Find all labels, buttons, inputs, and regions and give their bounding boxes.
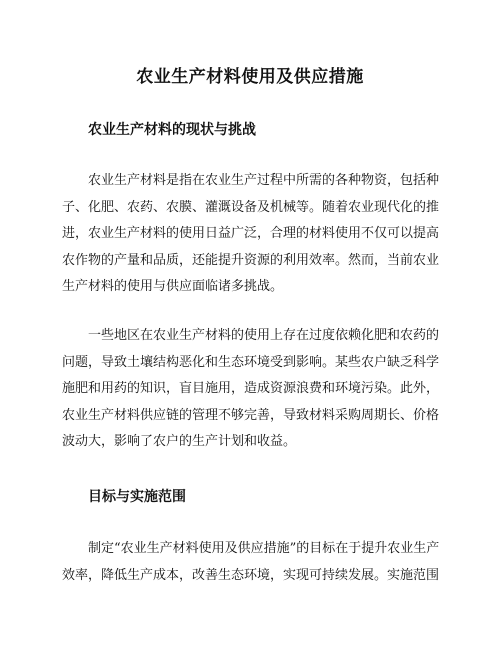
paragraph-line: 农业生产材料供应链的管理不够完善，导致材料采购周期长、价格 [62,407,440,423]
paragraph-line: 子、化肥、农药、农膜、灌溉设备及机械等。随着农业现代化的推 [62,199,440,215]
paragraph-line: 制定“农业生产材料使用及供应措施”的目标在于提升农业生产 [88,541,440,556]
paragraph-line: 施肥和用药的知识，盲目施用，造成资源浪费和环境污染。此外， [62,381,440,396]
paragraph-materials-overview [62,168,439,301]
paragraph-line: 一些地区在农业生产材料的使用上存在过度依赖化肥和农药的 [88,328,440,343]
paragraph-line: 效率，降低生产成本，改善生态环境，实现可持续发展。实施范围 [62,567,440,583]
paragraph-line: 进，农业生产材料的使用日益广泛，合理的材料使用不仅可以提高 [62,226,440,241]
section-heading-status-challenges: 农业生产材料的现状与挑战 [88,122,256,138]
paragraph-line: 问题，导致土壤结构恶化和生态环境受到影响。某些农户缺乏科学 [62,354,440,370]
paragraph-line: 农作物的产量和品质，还能提升资源的利用效率。然而，当前农业 [62,252,440,268]
paragraph-goals [62,536,439,589]
paragraph-line: 农业生产材料是指在农业生产过程中所需的各种物资，包括种 [88,173,440,188]
page-title: 农业生产材料使用及供应措施 [136,67,364,87]
paragraph-line: 生产材料的使用与供应面临诸多挑战。 [62,279,284,294]
section-heading-goals-scope: 目标与实施范围 [88,489,186,505]
paragraph-problems [62,323,439,456]
paragraph-line: 波动大，影响了农户的生产计划和收益。 [62,434,297,449]
